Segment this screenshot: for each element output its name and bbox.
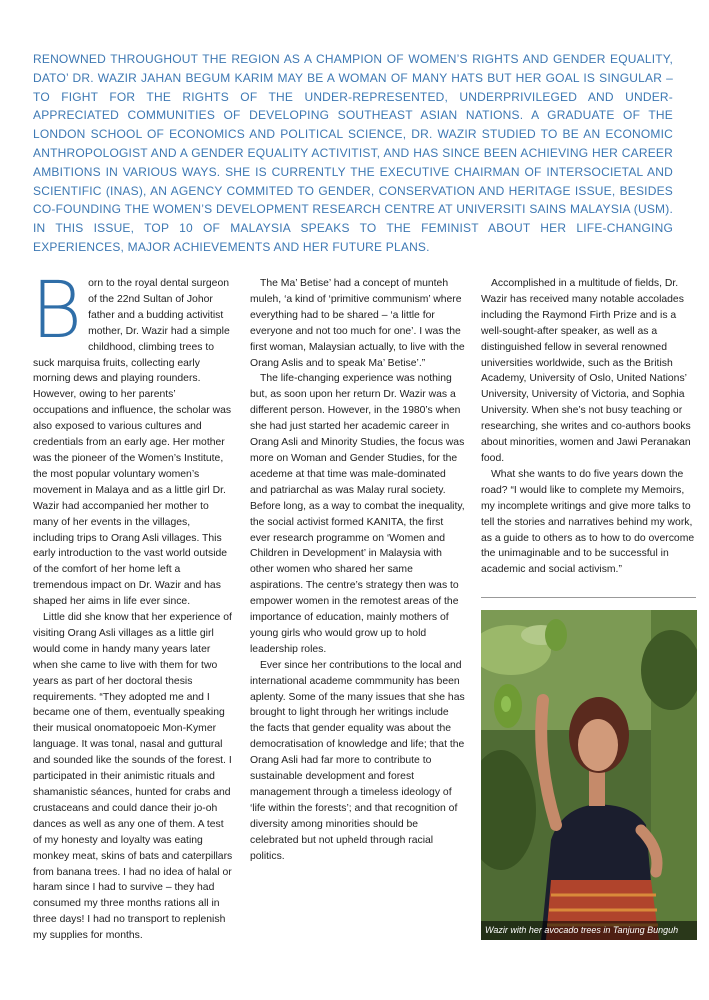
col1-paragraph-1 <box>31 266 233 610</box>
col2-paragraph-3: Ever since her contributions to the local and international academe commmunity has been aplenty. Some of the many issues that she has brought to light through her writings include the facts that gender equality was about the democratisation of knowledge and life; that the Orang Asli had far more to contribute to sustainable development and forest management through a timeless ideology of ‘life within the forests’; and that recognition of diversity among minorities should be celebrated but not upheld through racial politics. <box>250 659 465 862</box>
col2-paragraph-2: The life-changing experience was nothing but, as soon upon her return Dr. Wazir was a different person. However, in the 1980’s when she had just started her academic career in Orang Asli and Minority Studies, the focus was more on Woman and Gender Studies, for the acedeme at that time was male-dominated and patriarchal as was Malay rural society. Before long, as a way to combat the inequality, the social activist formed KANITA, the first ever research programme on ‘Women and Children in Development’ in Malaysia with other women who shared her same aspirations. The centre’s strategy then was to empower women in the remotest areas of the importance of education, mainly mothers of young girls who would grow up to hold leadership roles. <box>250 373 465 655</box>
photo-caption: Wazir with her avocado trees in Tanjung Bunguh <box>481 921 697 940</box>
col1-paragraph-1-text: orn to the royal dental surgeon of the 22nd Sultan of Johor father and a budding activitist mother, Dr. Wazir had a simple childhood, climbing trees to suck marquisa fruits, collecting early morning dews and playing rounders. However, owing to her parents’ occupations and influence, the scholar was also exposed to various cultures and credentials from an early age. Her mother was the pioneer of the Women’s Institute, the most popular voluntary women’s movement in Malaya and as a little girl Dr. Wazir had accompanied her mother to many of her events in the villages, including trips to Orang Asli villages. This early introduction to the vast world outside of the comfort of her home left a tremendous impact on Dr. Wazir and has shaped her aims in life ever since. <box>33 278 232 608</box>
article-column-3 <box>481 276 696 578</box>
drop-cap: B <box>31 266 83 356</box>
portrait-photo <box>481 610 697 940</box>
col3-paragraph-1: Accomplished in a multitude of fields, Dr. Wazir has received many notable accolades including the Raymond Firth Prize and is a well-sought-after speaker, as well as a distinguished fellow in several renowned universities worldwide, such as the British Academy, University of Oslo, United Nations’ University, University of Victoria, and Sophia University. When she’s not busy teaching or researching, she writes and co-authors books about minorities, women and Jawi Peranakan food. <box>481 278 691 464</box>
col2-paragraph-1: The Ma’ Betise’ had a concept of munteh muleh, ‘a kind of ‘primitive communism’ where everything had to be shared – ‘a little for everyone and not too much for one’. I was the first woman, Malaysian actually, to live with the Orang Aslis and to speak Ma’ Betise’.” <box>250 278 465 369</box>
article-column-1 <box>31 266 233 944</box>
article-column-2 <box>250 276 465 865</box>
col3-paragraph-2: What she wants to do five years down the road? “I would like to complete my Memoirs, my incomplete writings and give more talks to tell the stories and narratives behind my work, as a guide to others as to how to do overcome the unimaginable and to be successful in academic and social activism.” <box>481 468 695 576</box>
intro-paragraph: RENOWNED THROUGHOUT THE REGION AS A CHAMPION OF WOMEN’S RIGHTS AND GENDER EQUALITY, DATO’ DR. WAZIR JAHAN BEGUM KARIM MAY BE A WOMAN OF MANY HATS BUT HER GOAL IS SINGULAR – TO FIGHT FOR THE RIGHTS OF THE UNDER-REPRESENTED, UNDERPRIVILEGED AND UNDER-APPRECIATED COMMUNITIES OF DEVELOPING SOUTHEAST ASIAN NATIONS. A GRADUATE OF THE LONDON SCHOOL OF ECONOMICS AND POLITICAL SCIENCE, DR. WAZIR STUDIED TO BE AN ECONOMIC ANTHROPOLOGIST AND A GENDER EQUALITY ACTIVITIST, AND HAS SINCE BEEN ACHIEVING HER CAREER AMBITIONS IN VARIOUS WAYS. SHE IS CURRENTLY THE EXECUTIVE CHAIRMAN OF INTERSOCIETAL AND SCIENTIFIC (INAS), AN AGENCY COMMITED TO GENDER, CONSERVATION AND HERITAGE ISSUE, BESIDES CO-FOUNDING THE WOMEN’S DEVELOPMENT RESEARCH CENTRE AT UNIVERSITI SAINS MALAYSIA (USM). IN THIS ISSUE, TOP 10 OF MALAYSIA SPEAKS TO THE FEMINIST ABOUT HER LIFE-CHANGING EXPERIENCES, MAJOR ACHIEVEMENTS AND HER FUTURE PLANS. <box>33 52 673 254</box>
column-divider <box>481 597 696 598</box>
col1-paragraph-2: Little did she know that her experience of visiting Orang Asli villages as a little girl would come in handy many years later when she came to live with them for two years as part of her doctoral thesis requirements. “They adopted me and I became one of them, eventually speaking their musical onomatopoeic Mon-Kymer language. It was tonal, nasal and guttural and sounded like the sounds of the forest. I participated in their animistic rituals and shamanistic séances, hunted for crabs and crustaceans and could dance their jo-oh dances as well as any one of them. A test of my honesty and loyalty was eating monkey meat, skins of bats and caterpillars from banana trees. I had no idea of halal or haram since I had to survive – they had consumed my three months rations all in three days! I had no transport to replenish my supplies for months. <box>33 612 233 942</box>
